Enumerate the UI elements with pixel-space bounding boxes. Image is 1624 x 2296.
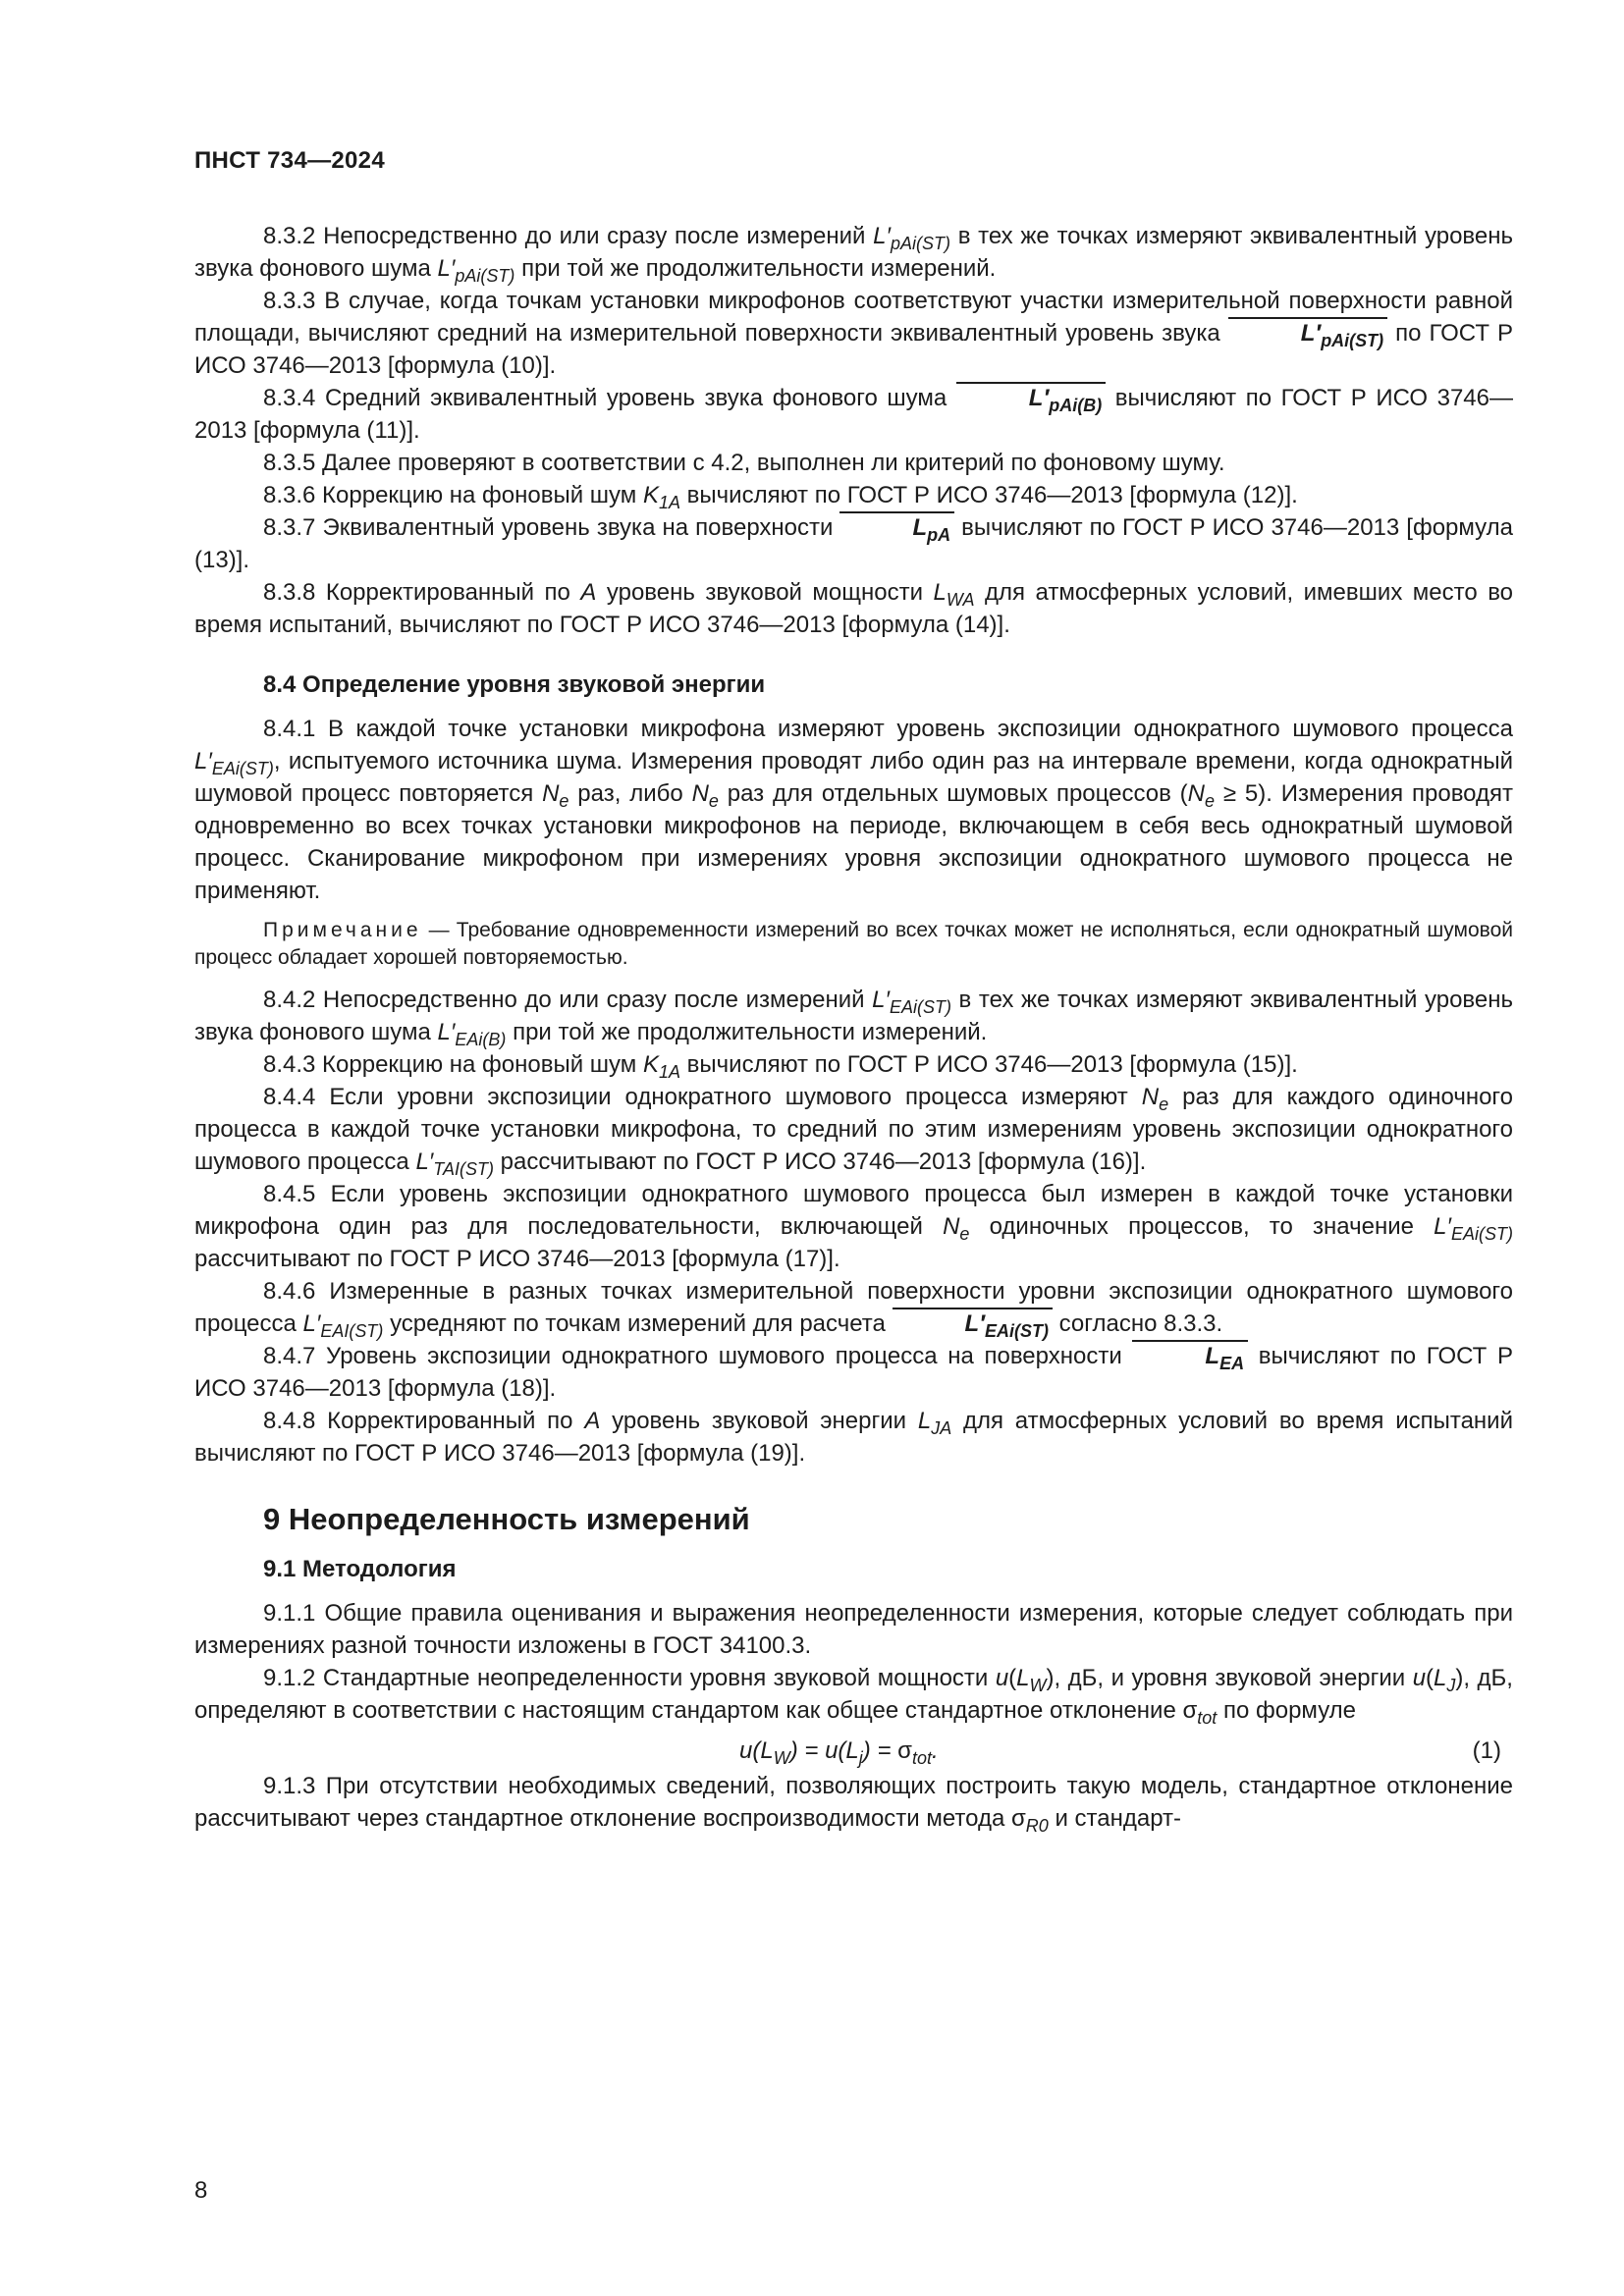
section-heading-9: 9 Неопределенность измерений [263, 1502, 750, 1536]
paragraph-9-1-3: 9.1.3 При отсутствии необходимых сведений, позволяющих построить такую модель, стандартное отклонение рассчитывают через стандартное отклонение воспроизводимости метода $\sigma_{R0}$ и стандарт- [194, 1773, 1513, 1836]
section-heading-9-1: 9.1 Методология [263, 1556, 457, 1582]
overline-symbol: $L'_{pAi(B)}$ [956, 382, 1106, 411]
paragraph-8-3-8: 8.3.8 Корректированный по A уровень звуковой мощности $L_{WA}$ для атмосферных условий, имевших место во время испытаний, вычисляют по ГОСТ Р ИСО 3746—2013 [формула (14)]. [194, 579, 1514, 638]
section-heading-8-4: 8.4 Определение уровня звуковой энергии [263, 671, 766, 698]
document-header: ПНСТ 734—2024 [194, 147, 385, 174]
paragraph-8-4-8: 8.4.8 Корректированный по A уровень звуковой энергии $L_{JA}$ для атмосферных условий во время испытаний вычисляют по ГОСТ Р ИСО 3746—2013 [формула (19)]. [194, 1408, 1513, 1467]
paragraph-8-3-2: 8.3.2 Непосредственно до или сразу после измерений $L'_{pAi(ST)}$ в тех же точках измеряют эквивалентный уровень звука фонового шума $L'_{pAi(ST)}$ при той же продолжительности измерений. [194, 223, 1513, 286]
paragraph-9-1-1: 9.1.1 Общие правила оценивания и выражения неопределенности измерения, которые следует соблюдать при измерениях разной точности изложены в ГОСТ 34100.3. [194, 1600, 1513, 1659]
overline-symbol: $L'_{pAi(ST)}$ [1228, 317, 1387, 347]
formula-expression: $u(L_W) = u(L_j) = \sigma_{tot}$. [739, 1737, 939, 1768]
paragraph-8-3-6: 8.3.6 Коррекцию на фоновый шум $K_{1A}$ вычисляют по ГОСТ Р ИСО 3746—2013 [формула (12)]. [263, 482, 1298, 512]
overline-symbol: $L_{EA}$ [1132, 1340, 1248, 1369]
note: Примечание — Требование одновременности измерений во всех точках может не исполняться, если однократный шумовой процесс обладает хорошей повторяемостью. [194, 919, 1513, 969]
paragraph-8-3-7: 8.3.7 Эквивалентный уровень звука на поверхности $L_{pA}$ вычисляют по ГОСТ Р ИСО 3746—2013 [формула (13)]. [194, 511, 1513, 576]
paragraph-8-4-3: 8.4.3 Коррекцию на фоновый шум $K_{1A}$ вычисляют по ГОСТ Р ИСО 3746—2013 [формула (15)]. [263, 1051, 1298, 1082]
paragraph-8-3-5: 8.3.5 Далее проверяют в соответствии с 4.2, выполнен ли критерий по фоновому шуму. [263, 450, 1225, 476]
paragraph-9-1-2: 9.1.2 Стандартные неопределенности уровня звуковой мощности $u(L_W)$, дБ, и уровня звуковой энергии $u(L_J)$, дБ, определяют в соответствии с настоящим стандартом как общее стандартное отклонение $\sigma_{tot}$ по формуле [194, 1665, 1513, 1728]
paragraph-8-4-4: 8.4.4 Если уровни экспозиции однократного шумового процесса измеряют $N_e$ раз для каждого одиночного процесса в каждой точке установки микрофона, то средний по этим измерениям уровень экспозиции однократного шумового процесса $L'_{TAI(ST)}$ рассчитывают по ГОСТ Р ИСО 3746—2013 [формула (16)]. [194, 1084, 1513, 1179]
formula-1 [194, 1731, 1513, 1770]
paragraph-8-3-4: 8.3.4 Средний эквивалентный уровень звука фонового шума $L'_{pAi(B)}$ вычисляют по ГОСТ Р ИСО 3746—2013 [формула (11)]. [194, 382, 1513, 447]
paragraph-8-3-3: 8.3.3 В случае, когда точкам установки микрофонов соответствуют участки измерительной поверхности равной площади, вычисляют средний на измерительной поверхности эквивалентный уровень звука $L'_{pAi(ST)}$ по ГОСТ Р ИСО 3746—2013 [формула (10)]. [194, 288, 1513, 379]
page-number: 8 [194, 2177, 208, 2204]
note-label: Примечание [263, 919, 422, 941]
overline-symbol: $L'_{EAi(ST)}$ [893, 1308, 1053, 1337]
paragraph-8-4-2: 8.4.2 Непосредственно до или сразу после измерений $L'_{EAi(ST)}$ в тех же точках измеряют эквивалентный уровень звука фонового шума $L'_{EAi(B)}$ при той же продолжительности измерений. [194, 987, 1514, 1049]
paragraph-8-4-5: 8.4.5 Если уровень экспозиции однократного шумового процесса был измерен в каждой точке установки микрофона один раз для последовательности, включающей $N_e$ одиночных процессов, то значение $L'_{EAi(ST)}$ рассчитывают по ГОСТ Р ИСО 3746—2013 [формула (17)]. [194, 1181, 1513, 1272]
paragraph-8-4-1: 8.4.1 В каждой точке установки микрофона измеряют уровень экспозиции однократного шумового процесса $L'_{EAi(ST)}$, испытуемого источника шума. Измерения проводят либо один раз на интервале времени, когда однократный шумовой процесс повторяется $N_e$ раз, либо $N_e$ раз для отдельных шумовых процессов $(N_e \ge 5)$. Измерения проводят одновременно во всех точках установки микрофонов на периоде, включающем в себя весь однократный шумовой процесс. Сканирование микрофоном при измерениях уровня экспозиции однократного шумового процесса не применяют. [194, 716, 1513, 904]
formula-number: (1) [1472, 1737, 1501, 1764]
paragraph-8-4-7: 8.4.7 Уровень экспозиции однократного шумового процесса на поверхности $L_{EA}$ вычисляют по ГОСТ Р ИСО 3746—2013 [формула (18)]. [194, 1340, 1513, 1405]
overline-symbol: $L_{pA}$ [839, 511, 954, 541]
paragraph-8-4-6: 8.4.6 Измеренные в разных точках измерительной поверхности уровни экспозиции однократного шумового процесса $L'_{EAI(ST)}$ усредняют по точкам измерений для расчета $L'_{EAi(ST)}$ согласно 8.3.3. [194, 1278, 1513, 1341]
document-body [194, 220, 1513, 1835]
